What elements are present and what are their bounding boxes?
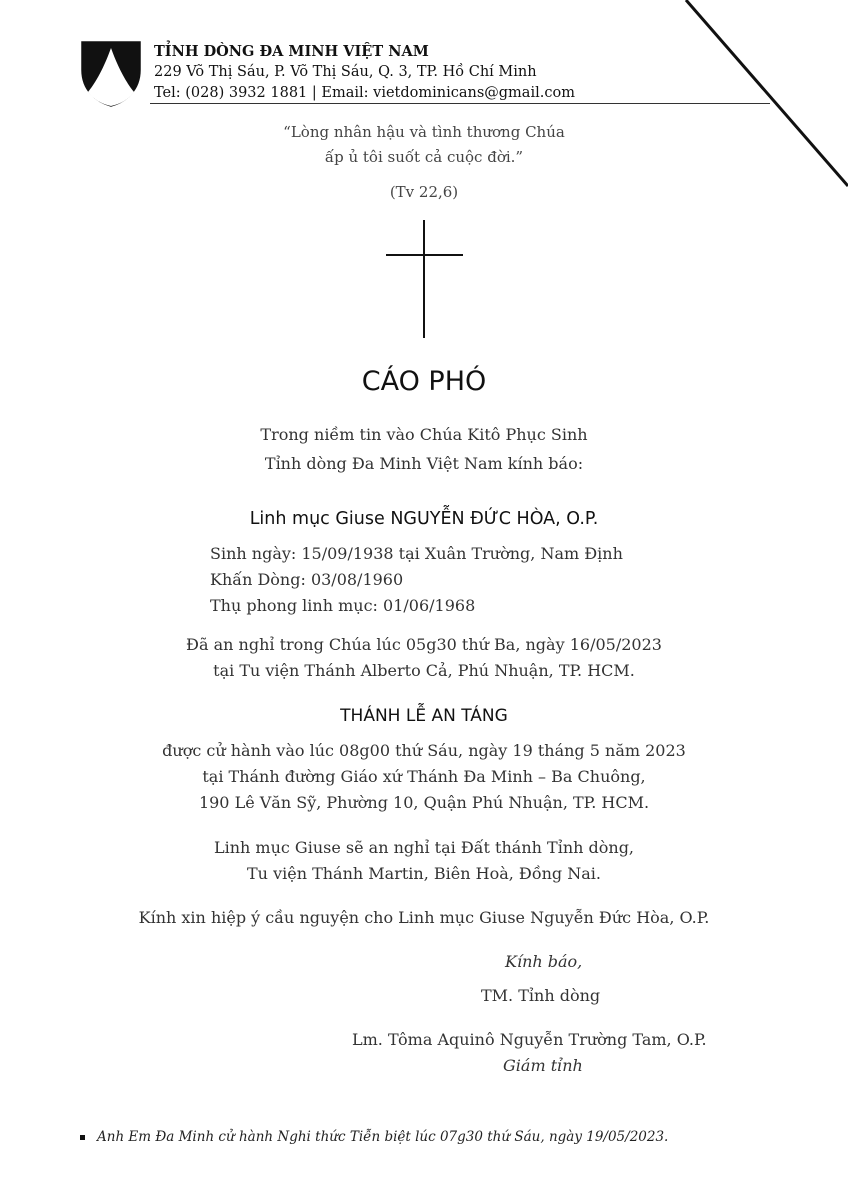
birth-info: Sinh ngày: 15/09/1938 tại Xuân Trường, Nam Định bbox=[210, 544, 623, 563]
closing: Kính báo, bbox=[505, 952, 583, 971]
burial-line-2: Tu viện Thánh Martin, Biên Hoà, Đồng Nai. bbox=[247, 864, 601, 883]
footnote bbox=[80, 1129, 668, 1145]
on-behalf: TM. Tỉnh dòng bbox=[481, 986, 601, 1005]
signer-role: Giám tỉnh bbox=[503, 1056, 583, 1075]
funeral-line-3: 190 Lê Văn Sỹ, Phường 10, Quận Phú Nhuận, TP. HCM. bbox=[198, 793, 650, 812]
burial-line-1: Linh mục Giuse sẽ an nghỉ tại Đất thánh Tỉnh dòng, bbox=[213, 838, 635, 857]
intro-line-2: Tỉnh dòng Đa Minh Việt Nam kính báo: bbox=[264, 454, 584, 473]
bullet-icon bbox=[80, 1135, 85, 1140]
death-line-2: tại Tu viện Thánh Alberto Cả, Phú Nhuận, TP. HCM. bbox=[213, 661, 635, 680]
funeral-line-1: được cử hành vào lúc 08g00 thứ Sáu, ngày 19 tháng 5 năm 2023 bbox=[162, 741, 686, 760]
quote-reference: (Tv 22,6) bbox=[389, 183, 459, 201]
page-title: CÁO PHÓ bbox=[361, 366, 487, 397]
ordination-info: Thụ phong linh mục: 01/06/1968 bbox=[210, 596, 476, 615]
funeral-heading: THÁNH LỄ AN TÁNG bbox=[340, 706, 508, 726]
intro-line-1: Trong niềm tin vào Chúa Kitô Phục Sinh bbox=[260, 425, 588, 444]
vows-info: Khấn Dòng: 03/08/1960 bbox=[210, 570, 404, 589]
quote-line-2: ấp ủ tôi suốt cả cuộc đời.” bbox=[324, 148, 524, 166]
prayer-request: Kính xin hiệp ý cầu nguyện cho Linh mục Giuse Nguyễn Đức Hòa, O.P. bbox=[138, 908, 710, 927]
letterhead bbox=[154, 41, 575, 104]
death-line-1: Đã an nghỉ trong Chúa lúc 05g30 thứ Ba, ngày 16/05/2023 bbox=[186, 635, 662, 654]
footnote-text: Anh Em Đa Minh cử hành Nghi thức Tiễn biệt lúc 07g30 thứ Sáu, ngày 19/05/2023. bbox=[97, 1129, 669, 1145]
deceased-name: Linh mục Giuse NGUYỄN ĐỨC HÒA, O.P. bbox=[249, 509, 599, 529]
quote-line-1: “Lòng nhân hậu và tình thương Chúa bbox=[283, 123, 565, 141]
dominican-shield-logo bbox=[80, 40, 142, 108]
org-address: 229 Võ Thị Sáu, P. Võ Thị Sáu, Q. 3, TP. Hồ Chí Minh bbox=[154, 64, 537, 80]
signer-name: Lm. Tôma Aquinô Nguyễn Trường Tam, O.P. bbox=[352, 1030, 707, 1049]
org-contact: Tel: (028) 3932 1881 | Email: vietdominicans@gmail.com bbox=[154, 85, 575, 101]
header-divider bbox=[150, 103, 770, 104]
org-name: TỈNH DÒNG ĐA MINH VIỆT NAM bbox=[154, 43, 429, 60]
funeral-line-2: tại Thánh đường Giáo xứ Thánh Đa Minh – Ba Chuông, bbox=[202, 767, 646, 786]
